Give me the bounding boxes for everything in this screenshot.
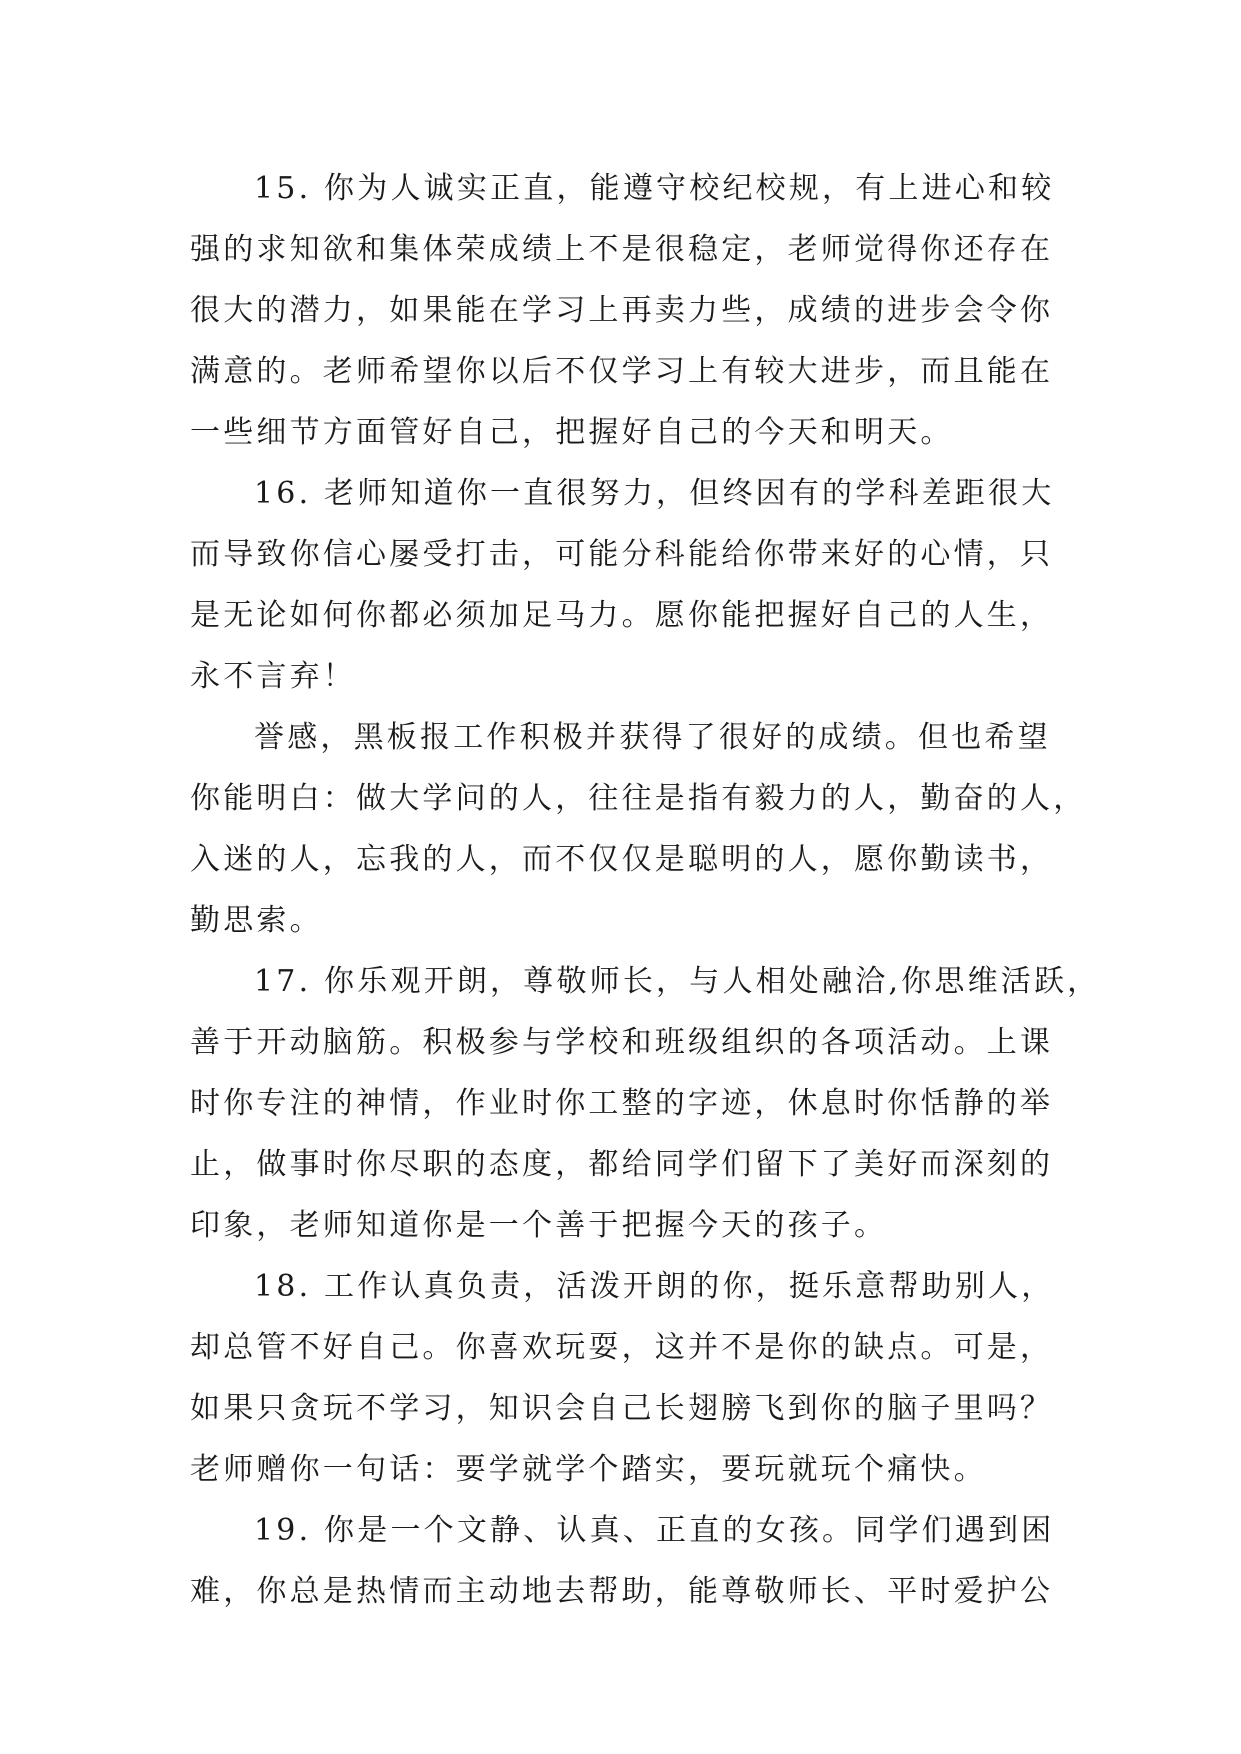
text-line: 却总管不好自己。你喜欢玩耍，这并不是你的缺点。可是， [190,1330,1054,1365]
text-line: 如果只贪玩不学习，知识会自己长翅膀飞到你的脑子里吗？ [190,1391,1054,1426]
text-line: 时你专注的神情，作业时你工整的字迹，休息时你恬静的举 [190,1086,1054,1121]
text-line: 印象，老师知道你是一个善于把握今天的孩子。 [190,1208,888,1243]
text-line: 入迷的人，忘我的人，而不仅仅是聪明的人，愿你勤读书， [190,842,1054,877]
text-line: 强的求知欲和集体荣成绩上不是很稳定，老师觉得你还存在 [190,232,1054,267]
text-line: 永不言弃！ [190,659,356,694]
text-line: 老师赠你一句话：要学就学个踏实，要玩就玩个痛快。 [190,1452,987,1487]
text-line: 善于开动脑筋。积极参与学校和班级组织的各项活动。上课 [190,1025,1054,1060]
text-line: 16. 老师知道你一直很努力，但终因有的学科差距很大 [254,476,1055,511]
paragraph-16 [190,463,1060,707]
paragraph-18 [190,1256,1060,1500]
paragraph-17 [190,951,1101,1256]
paragraph-15 [190,158,1060,463]
text-line: 是无论如何你都必须加足马力。愿你能把握好自己的人生， [190,598,1054,633]
text-line: 勤思索。 [190,903,323,938]
text-line: 15. 你为人诚实正直，能遵守校纪校规，有上进心和较 [254,171,1055,206]
text-line: 一些细节方面管好自己，把握好自己的今天和明天。 [190,415,954,450]
text-line: 很大的潜力，如果能在学习上再卖力些，成绩的进步会令你 [190,293,1054,328]
text-line: 止，做事时你尽职的态度，都给同学们留下了美好而深刻的 [190,1147,1054,1182]
text-line: 而导致你信心屡受打击，可能分科能给你带来好的心情，只 [190,537,1054,572]
text-line: 你能明白：做大学问的人，往往是指有毅力的人，勤奋的人， [190,781,1087,816]
text-line: 难，你总是热情而主动地去帮助，能尊敬师长、平时爱护公 [190,1574,1054,1609]
paragraph-honor [190,707,1087,951]
document-body [190,158,1101,1622]
paragraph-19 [190,1500,1060,1622]
text-line: 满意的。老师希望你以后不仅学习上有较大进步，而且能在 [190,354,1054,389]
text-line: 18. 工作认真负责，活泼开朗的你，挺乐意帮助别人， [254,1269,1055,1304]
text-line: 17. 你乐观开朗，尊敬师长，与人相处融洽,你思维活跃， [254,964,1101,999]
text-line: 19. 你是一个文静、认真、正直的女孩。同学们遇到困 [254,1513,1055,1548]
text-line: 誉感，黑板报工作积极并获得了很好的成绩。但也希望 [254,720,1051,755]
